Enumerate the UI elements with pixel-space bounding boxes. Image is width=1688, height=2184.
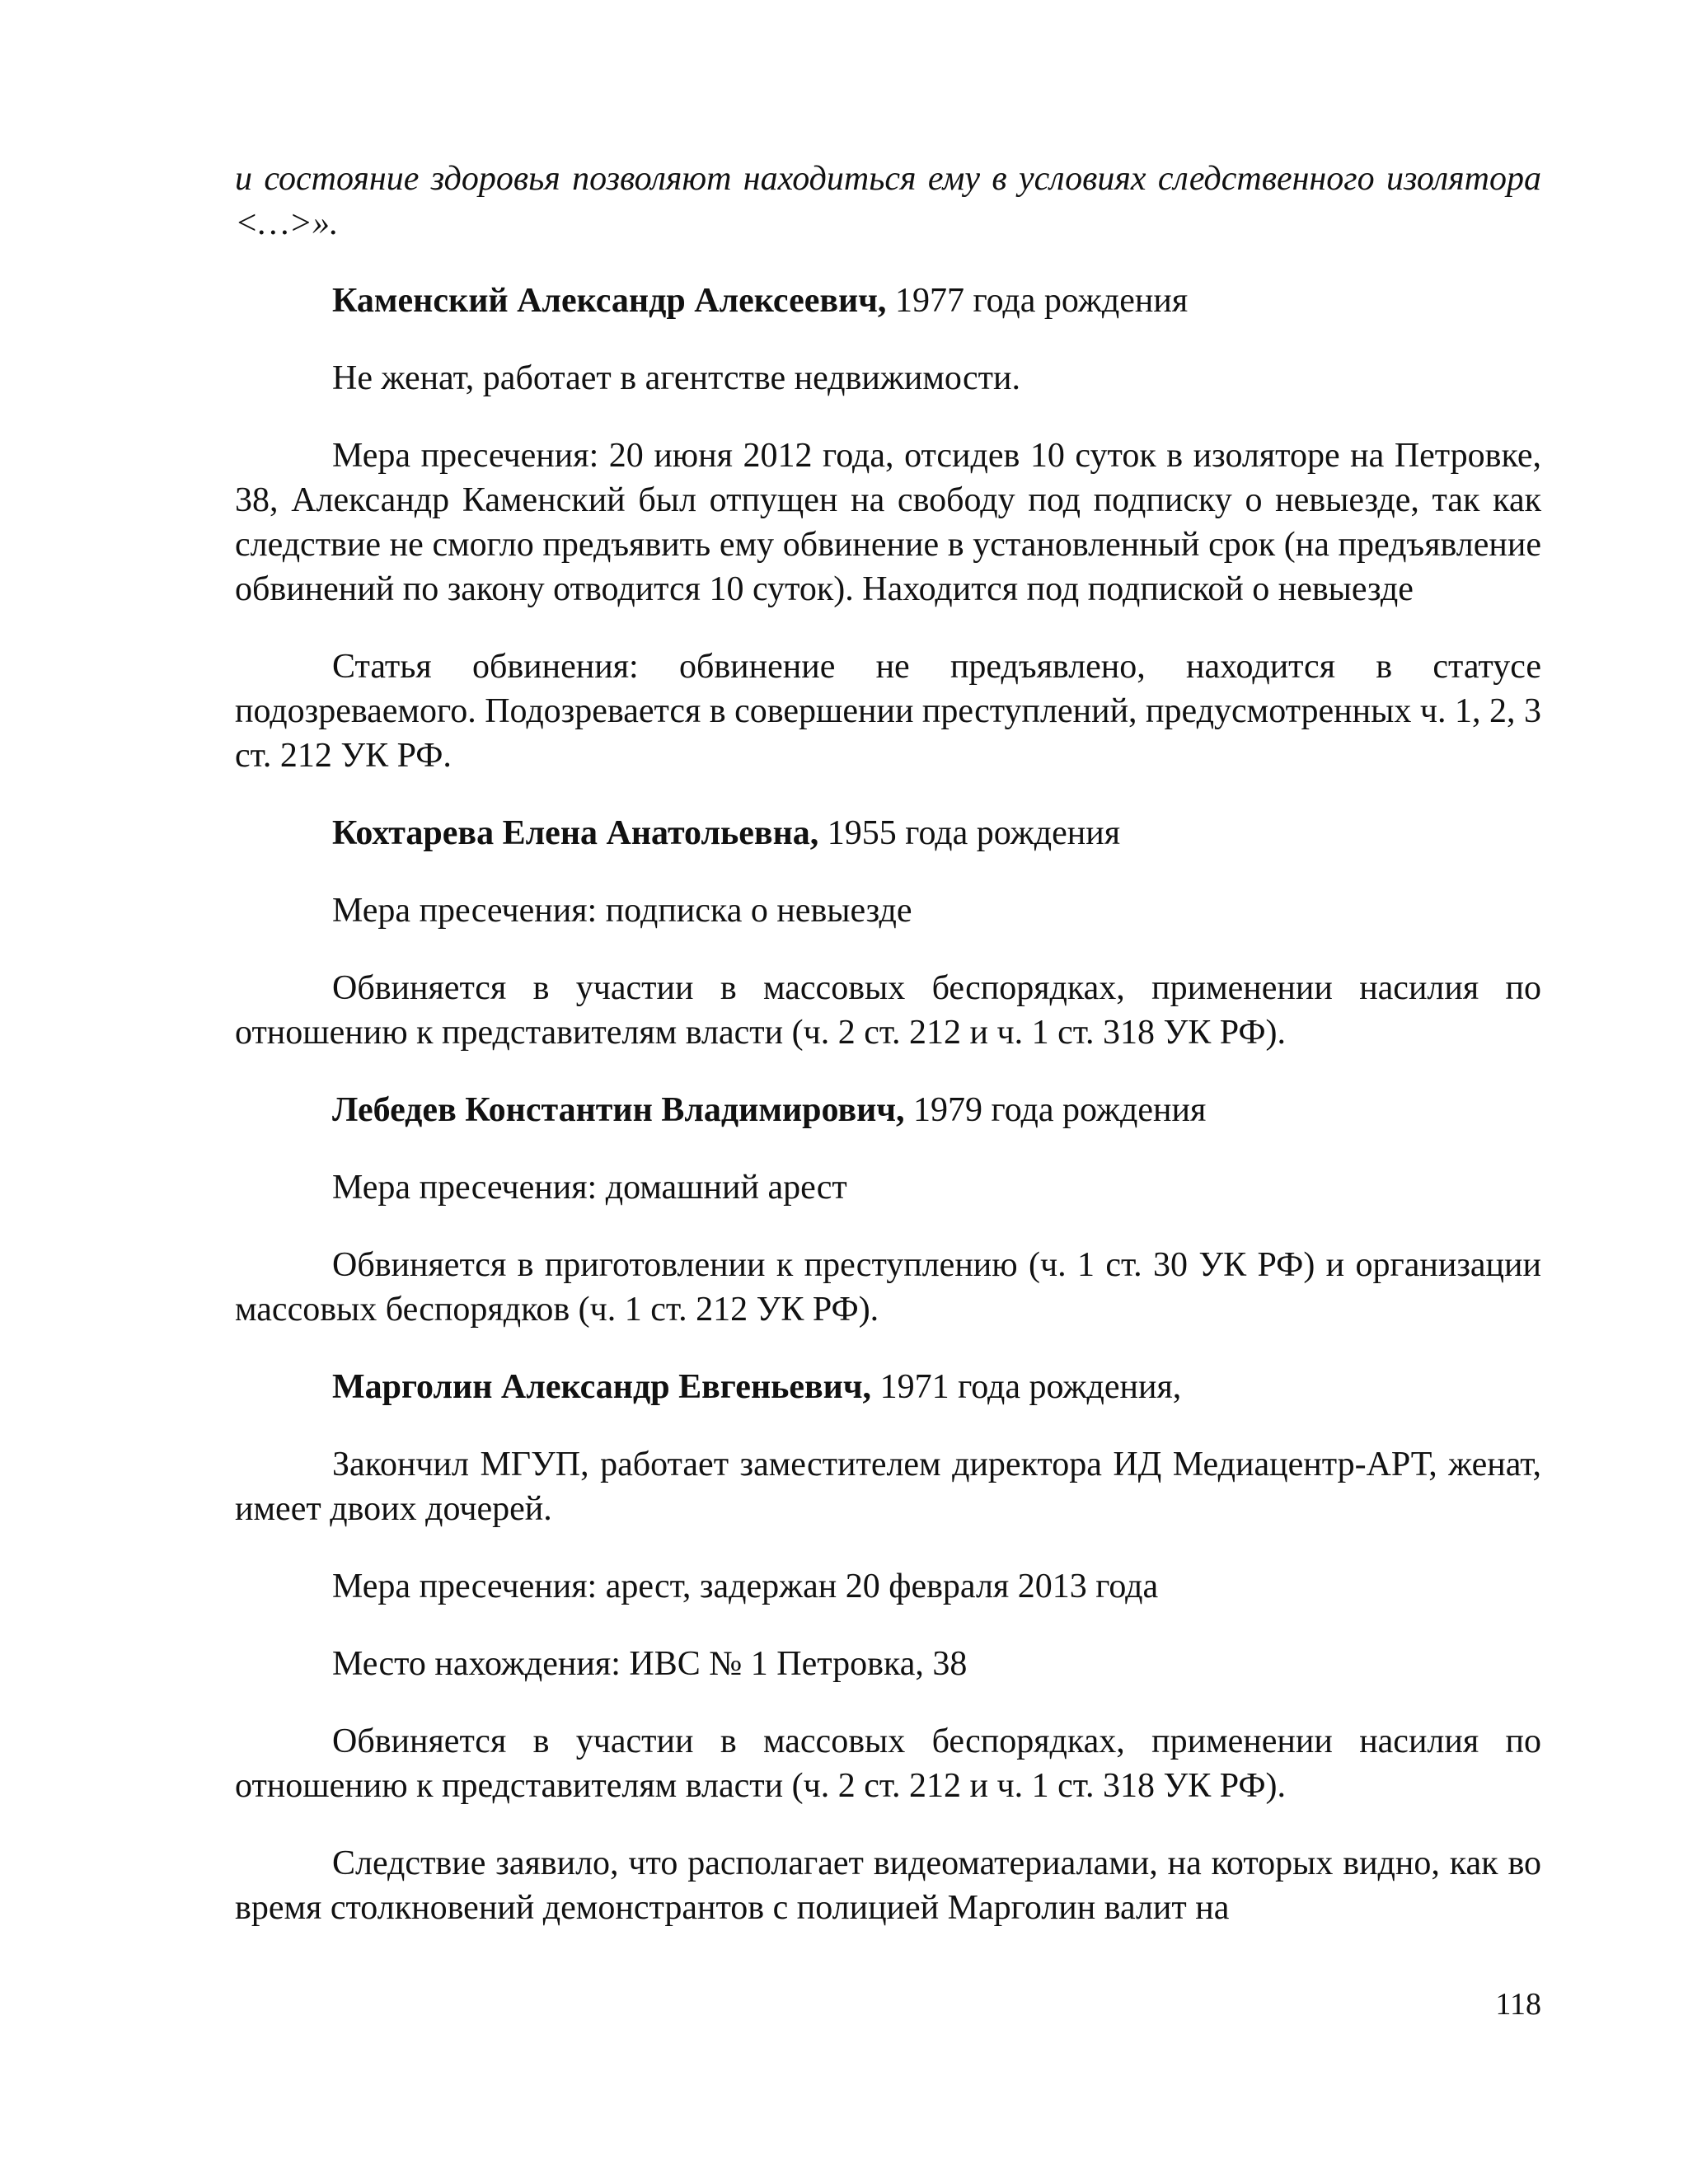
person-name: Лебедев Константин Владимирович, — [332, 1091, 905, 1129]
kokhtareva-measure: Мера пресечения: подписка о невыезде — [332, 892, 912, 930]
person-name: Марголин Александр Евгеньевич, — [332, 1368, 872, 1406]
lebedev-charge: Обвиняется в приготовлении к преступлению (ч. 1 ст. 30 УК РФ) и организации массовых беспорядков (ч. 1 ст. 212 УК РФ). — [235, 1246, 1541, 1329]
margolin-measure: Мера пресечения: арест, задержан 20 февраля 2013 года — [332, 1568, 1159, 1605]
lebedev-measure: Мера пресечения: домашний арест — [332, 1169, 847, 1207]
birth-year: 1979 года рождения — [904, 1091, 1207, 1129]
person-name: Кохтарева Елена Анатольевна, — [332, 814, 819, 852]
birth-year: 1971 года рождения, — [871, 1368, 1182, 1406]
margolin-bio: Закончил МГУП, работает заместителем директора ИД Медиацентр-АРТ, женат, имеет двоих дочерей. — [235, 1446, 1541, 1528]
kamensky-charge: Статья обвинения: обвинение не предъявлено, находится в статусе подозреваемого. Подозревается в совершении преступлений, предусмотренных ч. 1, 2, 3 ст. 212 УК РФ. — [235, 648, 1541, 775]
page-number: 118 — [1495, 1987, 1541, 2022]
person-heading-kamensky — [235, 279, 1541, 323]
person-heading-margolin — [235, 1365, 1541, 1409]
person-heading-lebedev — [235, 1088, 1541, 1132]
kamensky-measure: Мера пресечения: 20 июня 2012 года, отсидев 10 суток в изоляторе на Петровке, 38, Александр Каменский был отпущен на свободу под подписку о невыезде, так как следствие не смогло предъявить ему обвинение в установленный срок (на предъявление обвинений по закону отводится 10 суток). Находится под подпиской о невыезде — [235, 437, 1541, 608]
birth-year: 1955 года рождения — [818, 814, 1121, 852]
person-name: Каменский Александр Алексеевич, — [332, 282, 887, 320]
person-heading-kokhtareva — [235, 811, 1541, 855]
margolin-charge: Обвиняется в участии в массовых беспорядках, применении насилия по отношению к представителям власти (ч. 2 ст. 212 и ч. 1 ст. 318 УК РФ). — [235, 1722, 1541, 1805]
margolin-evidence: Следствие заявило, что располагает видеоматериалами, на которых видно, как во время столкновений демонстрантов с полицией Марголин валит на — [235, 1844, 1541, 1927]
document-page — [235, 157, 1541, 1963]
intro-paragraph: и состояние здоровья позволяют находиться ему в условиях следственного изолятора <…>». — [235, 160, 1541, 242]
kokhtareva-charge: Обвиняется в участии в массовых беспорядках, применении насилия по отношению к представителям власти (ч. 2 ст. 212 и ч. 1 ст. 318 УК РФ). — [235, 969, 1541, 1052]
margolin-location: Место нахождения: ИВС № 1 Петровка, 38 — [332, 1645, 968, 1683]
kamensky-bio: Не женат, работает в агентстве недвижимости. — [332, 359, 1020, 397]
birth-year: 1977 года рождения — [886, 282, 1189, 320]
